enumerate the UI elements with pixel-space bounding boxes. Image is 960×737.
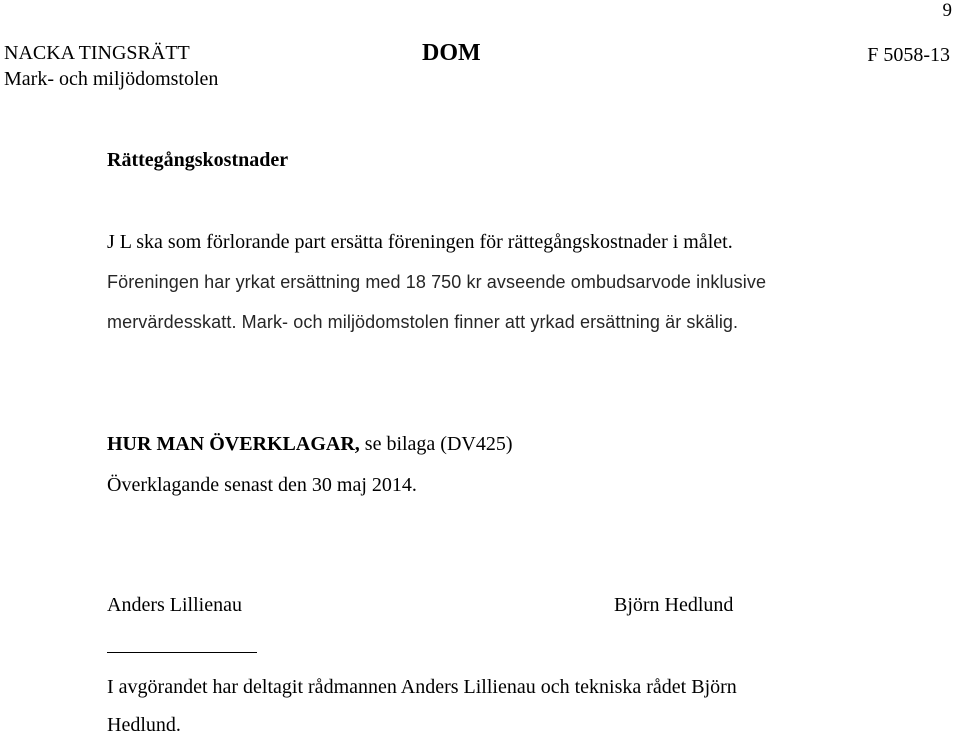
appeal-heading: HUR MAN ÖVERKLAGAR,: [107, 433, 360, 455]
footnote-line-1: I avgörandet har deltagit rådmannen Anders Lillienau och tekniska rådet Björn: [107, 676, 737, 698]
costs-line-3: mervärdesskatt. Mark- och miljödomstolen finner att yrkad ersättning är skälig.: [107, 312, 739, 332]
case-number: F 5058-13: [867, 44, 950, 66]
court-name: NACKA TINGSRÄTT: [4, 42, 190, 64]
costs-line-2: Föreningen har yrkat ersättning med 18 750 kr avseende ombudsarvode inklusive: [107, 272, 767, 292]
appeal-reference: se bilaga (DV425): [359, 433, 513, 455]
page-number: 9: [942, 0, 952, 21]
costs-line-1: J L ska som förlorande part ersätta föreningen för rättegångskostnader i målet.: [107, 231, 733, 253]
signature-divider: [107, 652, 257, 653]
court-department: Mark- och miljödomstolen: [4, 68, 219, 90]
footnote-line-2: Hedlund.: [107, 714, 181, 736]
appeal-instructions: [107, 433, 513, 456]
document-type: DOM: [422, 40, 481, 66]
section-heading-costs: Rättegångskostnader: [107, 149, 289, 171]
signature-judge: Anders Lillienau: [107, 594, 242, 616]
signature-technical-advisor: Björn Hedlund: [614, 594, 734, 616]
appeal-deadline: Överklagande senast den 30 maj 2014.: [107, 474, 417, 496]
